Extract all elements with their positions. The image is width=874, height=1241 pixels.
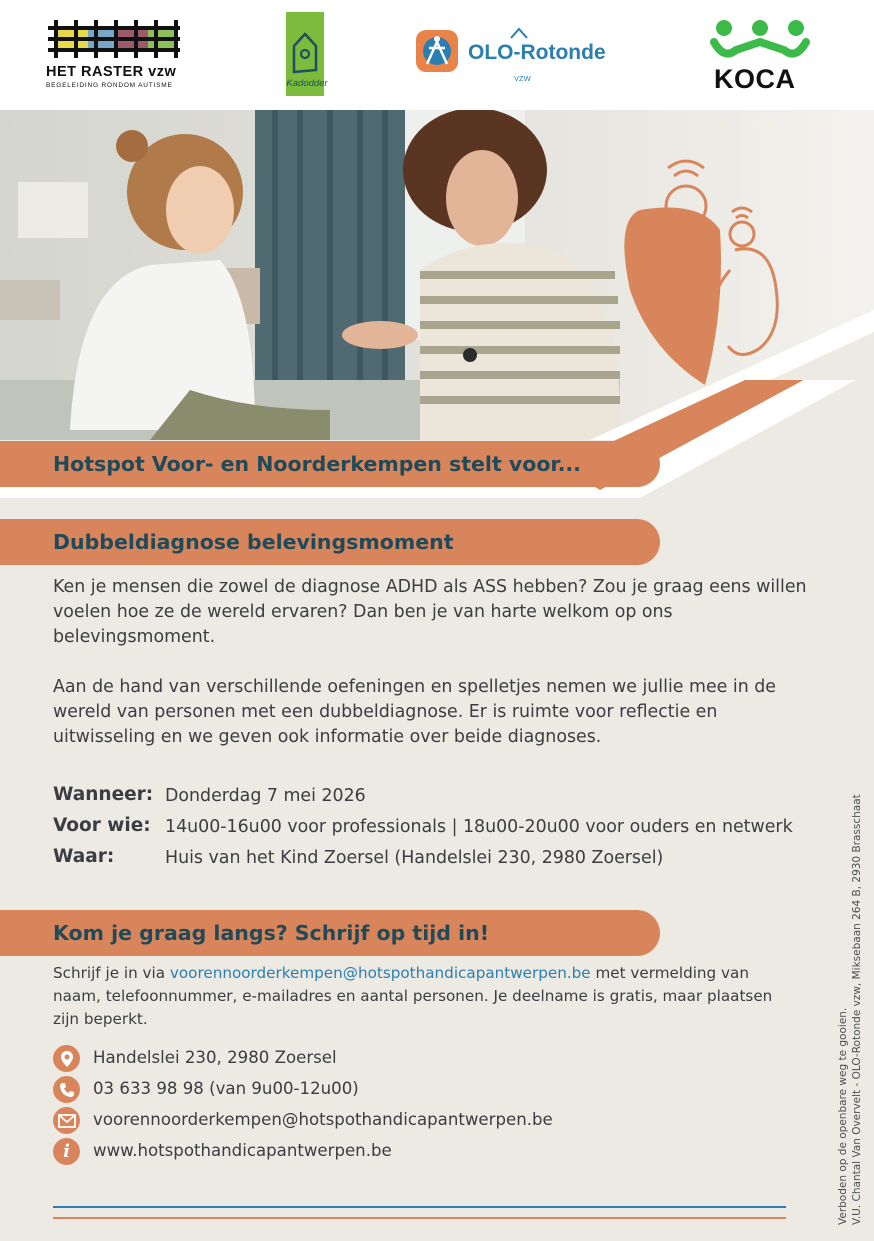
olo-figures-icon — [414, 8, 462, 102]
who-value: 14u00-16u00 voor professionals | 18u00-20u00 voor ouders en netwerk — [165, 817, 793, 837]
raster-name: HET RASTER vzw — [46, 64, 177, 80]
contact-phone[interactable]: 03 633 98 98 (van 9u00-12u00) — [93, 1079, 359, 1098]
contact-phone-row — [53, 1074, 753, 1105]
het-raster-logo — [28, 8, 203, 102]
envelope-icon — [53, 1107, 80, 1134]
kadodder-logo — [276, 8, 338, 102]
paragraph-1: Ken je mensen die zowel de diagnose ADHD als ASS hebben? Zou je graag eens willen voelen hoe ze de wereld ervaren? Dan ben je van harte welkom op ons belevingsmoment. — [53, 577, 807, 647]
detail-who — [53, 815, 833, 846]
location-pin-icon — [53, 1045, 80, 1072]
signup-banner — [0, 910, 660, 956]
event-details — [53, 784, 833, 877]
signup-text — [53, 962, 793, 1031]
contact-address-row — [53, 1043, 753, 1074]
legal-line-2: V.U. Chantal Van Overvelt - OLO-Rotonde vzw, Miksebaan 264 B, 2930 Brasschaat — [851, 794, 863, 1225]
phone-icon — [53, 1076, 80, 1103]
detail-where — [53, 846, 833, 877]
info-icon: i — [53, 1138, 80, 1165]
contact-address: Handelslei 230, 2980 Zoersel — [93, 1048, 337, 1067]
olo-rotonde-logo — [414, 8, 634, 102]
who-label: Voor wie: — [53, 815, 151, 836]
when-label: Wanneer: — [53, 784, 154, 805]
where-value: Huis van het Kind Zoersel (Handelslei 230, 2980 Zoersel) — [165, 848, 664, 868]
legal-line-1: Verboden op de openbare weg te gooien. — [837, 1007, 849, 1225]
olo-roof-icon — [509, 26, 529, 40]
event-title-banner — [0, 519, 660, 565]
olo-name: OLO-Rotonde — [468, 41, 606, 64]
event-title: Dubbeldiagnose belevingsmoment — [53, 530, 454, 554]
legal-side-text — [836, 794, 864, 1225]
raster-tagline: BEGELEIDING RONDOM AUTISME — [46, 82, 173, 89]
footer-line-orange — [53, 1217, 786, 1219]
signup-suffix: met vermelding van naam, telefoonnummer, e-mailadres en aantal personen. Je deelname is gratis, maar plaatsen zijn beperkt. — [53, 964, 773, 1028]
contact-list — [53, 1043, 753, 1167]
detail-when — [53, 784, 833, 815]
koca-name: KOCA — [714, 64, 796, 94]
koca-logo — [710, 8, 810, 102]
kadodder-name: Kadodder — [286, 78, 328, 89]
olo-vzw: VZW — [514, 74, 531, 83]
contact-email-row — [53, 1105, 753, 1136]
paragraph-2: Aan de hand van verschillende oefeningen en spelletjes nemen we jullie mee in de wereld van personen met een dubbeldiagnose. Er is ruimte voor reflectie en uitwisseling en we geven ook informatie over beide diagnoses. — [53, 677, 777, 747]
contact-email[interactable]: voorennoorderkempen@hotspothandicapantwerpen.be — [93, 1110, 553, 1129]
footer-line-blue — [53, 1206, 786, 1208]
signup-prefix: Schrijf je in via — [53, 964, 170, 982]
contact-website-row — [53, 1136, 753, 1167]
contact-website[interactable]: www.hotspothandicapantwerpen.be — [93, 1141, 392, 1160]
where-label: Waar: — [53, 846, 115, 867]
intro-banner-text: Hotspot Voor- en Noorderkempen stelt voor... — [53, 452, 581, 476]
logo-strip — [0, 0, 874, 110]
when-value: Donderdag 7 mei 2026 — [165, 786, 366, 806]
intro-banner — [0, 441, 660, 487]
signup-banner-text: Kom je graag langs? Schrijf op tijd in! — [53, 921, 490, 945]
signup-email-link[interactable]: voorennoorderkempen@hotspothandicapantwerpen.be — [169, 964, 591, 982]
